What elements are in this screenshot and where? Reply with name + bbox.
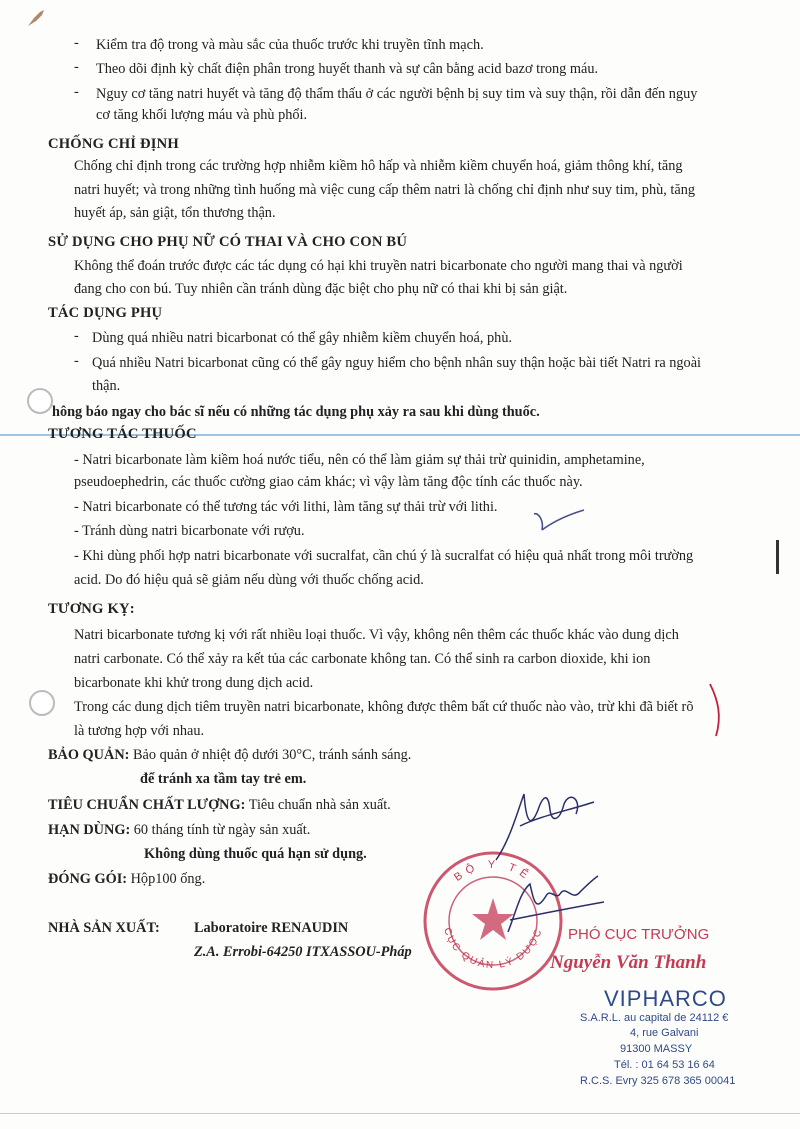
heading-side-effects: TÁC DỤNG PHỤ	[48, 305, 163, 321]
margin-mark	[776, 540, 779, 574]
interactions-line5: - Khi dùng phối hợp natri bicarbonate với sucralfat, cần chú ý là sucralfat có hiệu quả nhất trong môi trường	[74, 548, 694, 564]
manufacturer-address: Z.A. Errobi-64250 ITXASSOU-Pháp	[194, 944, 412, 960]
contraindications-line1: Chống chỉ định trong các trường hợp nhiễm kiềm hô hấp và nhiễm kiềm chuyển hoá, giảm thông khí, tăng	[74, 158, 683, 174]
punch-hole-2	[29, 690, 55, 716]
interactions-line2: pseudoephedrin, các thuốc cường giao cảm khác; vì vậy làm tăng độc tính các thuốc này.	[74, 474, 583, 490]
incompatibility-line5: là tương hợp với nhau.	[74, 723, 205, 739]
incompatibility-line4: Trong các dung dịch tiêm truyền natri bicarbonate, không được thêm bất cứ thuốc nào vào, trừ khi đã biết rõ	[74, 699, 694, 715]
storage-row	[48, 745, 411, 765]
pregnancy-line2: đang cho con bú. Tuy nhiên cần tránh dùng đặc biệt cho phụ nữ có thai khi bị sản giật.	[74, 281, 568, 297]
packaging-row	[48, 869, 205, 889]
heading-incompatibility: TƯƠNG KỴ:	[48, 601, 135, 617]
expiry-text: 60 tháng tính từ ngày sản xuất.	[133, 822, 311, 838]
interactions-line4: - Tránh dùng natri bicarbonate với rượu.	[74, 523, 305, 539]
vipharco-tel: Tél. : 01 64 53 16 64	[614, 1059, 715, 1071]
expiry-warning: Không dùng thuốc quá hạn sử dụng.	[144, 846, 367, 862]
bottom-rule	[0, 1113, 800, 1114]
packaging-text: Hộp100 ống.	[130, 871, 206, 887]
stamp-title: PHÓ CỤC TRƯỞNG	[568, 926, 710, 943]
stamp-ring-bottom: CỤC QUẢN LÝ DƯỢC	[441, 926, 545, 972]
bullet-risk-line2: cơ tăng khối lượng máu và phù phổi.	[96, 107, 308, 123]
punch-hole-1	[27, 388, 53, 414]
storage-warning: để tránh xa tầm tay trẻ em.	[140, 771, 307, 787]
manufacturer-name: Laboratoire RENAUDIN	[194, 920, 349, 936]
document-page: - Kiểm tra độ trong và màu sắc của thuốc trước khi truyền tĩnh mạch. - Theo dõi định kỳ chất điện phân trong huyết thanh và sự cân bằng acid bazơ trong máu. - Nguy cơ tăng natri huyết và tăng độ thẩm thấu ở các người bệnh bị suy tim và suy thận, rồi dẫn đến nguy cơ tăng khối lượng máu và phù phổi. CHỐNG CHỈ ĐỊNH Chống chỉ định trong các trường hợp nhiễm kiềm hô hấp và nhiễm kiềm chuyển hoá, giảm thông khí, tăng natri huyết; và trong những tình huống mà việc cung cấp thêm natri là chống chỉ định như suy tim, phù, tăng huyết áp, sản giật, tổn thương thận. SỬ DỤNG CHO PHỤ NỮ CÓ THAI VÀ CHO CON BÚ Không thể đoán trước được các tác dụng có hại khi truyền natri bicarbonate cho người mang thai và người đang cho con bú. Tuy nhiên cần tránh dùng đặc biệt cho phụ nữ có thai khi bị sản giật. TÁC DỤNG PHỤ - Dùng quá nhiều natri bicarbonat có thể gây nhiễm kiềm chuyển hoá, phù. - Quá nhiều Natri bicarbonat cũng có thể gây nguy hiểm cho bệnh nhân suy thận hoặc bài tiết Natri ra ngoài thận. hông báo ngay cho bác sĩ nếu có những tác dụng phụ xảy ra sau khi dùng thuốc. TƯƠNG TÁC THUỐC - Natri bicarbonate làm kiềm hoá nước tiểu, nên có thể làm giảm sự thải trừ quinidin, amphetamine, pseudoephedrin, các thuốc cường giao cảm khác; vì vậy làm tăng độc tính các thuốc này. - Natri bicarbonate có thể tương tác với lithi, làm tăng sự thải trừ với lithi. - Tránh dùng natri bicarbonate với rượu. - Khi dùng phối hợp natri bicarbonate với sucralfat, cần chú ý là sucralfat có hiệu quả nhất trong môi trường acid. Do đó hiệu quả sẽ giảm nếu dùng với thuốc chống acid. TƯƠNG KỴ: Natri bicarbonate tương kị với rất nhiều loại thuốc. Vì vậy, không nên thêm các thuốc khác vào dung dịch natri carbonate. Có thể xảy ra kết tủa các carbonate không tan. Có thể sinh ra carbon dioxide, khi ion bicarbonate khi khử trong dung dịch acid. Trong các dung dịch tiêm truyền natri bicarbonate, không được thêm bất cứ thuốc nào vào, trừ khi đã biết rõ là tương hợp với nhau. BẢO QUẢN: Bảo quản ở nhiệt độ dưới 30°C, tránh sánh sáng. để tránh xa tầm tay trẻ em. TIÊU CHUẨN CHẤT LƯỢNG: Tiêu chuẩn nhà sản xuất. HẠN DÙNG: 60 tháng tính từ ngày sản xuất. Không dùng thuốc quá hạn sử dụng. ĐÓNG GÓI: Hộp100 ống. NHÀ SẢN XUẤT: Laboratoire RENAUDIN Z.A. Errobi-64250 ITXASSOU-Pháp BỘ Y TẾ CỤC QUẢN LÝ DƯỢC PHÓ CỤC TRƯỞNG Nguyễn Văn Thanh VIPHARCO S.A.R.L. au capital de 24112 € 4, rue Galvani 91300 MASSY Tél. : 01 64 53 16 64 R.C.S. Evry 325 678 365 00041	[0, 0, 800, 1129]
expiry-row	[48, 820, 310, 840]
vipharco-street: 4, rue Galvani	[630, 1027, 699, 1039]
incompatibility-line2: natri carbonate. Có thể xảy ra kết tủa các carbonate không tan. Có thể sinh ra carbon dioxide, khi ion	[74, 651, 651, 667]
interactions-line1: - Natri bicarbonate làm kiềm hoá nước tiểu, nên có thể làm giảm sự thải trừ quinidin, amphetamine,	[74, 452, 645, 468]
pregnancy-line1: Không thể đoán trước được các tác dụng có hại khi truyền natri bicarbonate cho người mang thai và người	[74, 258, 683, 274]
side-effects-line3: thận.	[92, 378, 121, 394]
quality-standard-row	[48, 795, 391, 815]
quality-standard-text: Tiêu chuẩn nhà sản xuất.	[248, 797, 391, 813]
vipharco-capital: S.A.R.L. au capital de 24112 €	[580, 1012, 729, 1024]
bullet-risk-line1: Nguy cơ tăng natri huyết và tăng độ thẩm thấu ở các người bệnh bị suy tim và suy thận, rồi dẫn đến nguy	[96, 86, 698, 102]
heading-interactions: TƯƠNG TÁC THUỐC	[48, 426, 197, 442]
bullet-monitor-electrolytes: Theo dõi định kỳ chất điện phân trong huyết thanh và sự cân bằng acid bazơ trong máu.	[96, 61, 599, 77]
incompatibility-line3: bicarbonate khi khử trong dung dịch acid.	[74, 675, 314, 691]
packaging-label: ĐÓNG GÓI:	[48, 871, 128, 887]
red-pen-mark-icon	[700, 680, 740, 740]
vipharco-name: VIPHARCO	[604, 986, 727, 1011]
quality-standard-label: TIÊU CHUẨN CHẤT LƯỢNG:	[48, 797, 246, 813]
stamp-ring-top: BỘ Y TẾ	[452, 858, 534, 884]
signature-upper	[490, 780, 600, 870]
incompatibility-line1: Natri bicarbonate tương kị với rất nhiều loại thuốc. Vì vậy, không nên thêm các thuốc khác vào dung dịch	[74, 627, 679, 643]
check-mark-icon	[528, 508, 588, 548]
storage-text: Bảo quản ở nhiệt độ dưới 30°C, tránh sánh sáng.	[133, 747, 412, 763]
interactions-line6: acid. Do đó hiệu quả sẽ giảm nếu dùng với thuốc chống acid.	[74, 572, 424, 588]
contraindications-line2: natri huyết; và trong những tình huống mà việc cung cấp thêm natri là chống chỉ định như suy tim, phù, tăng	[74, 182, 696, 198]
stamp-signer: Nguyễn Văn Thanh	[550, 952, 707, 973]
vipharco-rcs: R.C.S. Evry 325 678 365 00041	[580, 1075, 736, 1087]
interactions-line3: - Natri bicarbonate có thể tương tác với lithi, làm tăng sự thải trừ với lithi.	[74, 499, 498, 515]
heading-pregnancy: SỬ DỤNG CHO PHỤ NỮ CÓ THAI VÀ CHO CON BÚ	[48, 234, 408, 250]
vipharco-city: 91300 MASSY	[620, 1043, 693, 1055]
side-effects-line1: Dùng quá nhiều natri bicarbonat có thể gây nhiễm kiềm chuyển hoá, phù.	[92, 330, 513, 346]
bullet-check-clarity: Kiểm tra độ trong và màu sắc của thuốc trước khi truyền tĩnh mạch.	[96, 37, 484, 53]
contraindications-line3: huyết áp, sản giật, tổn thương thận.	[74, 205, 276, 221]
storage-label: BẢO QUẢN:	[48, 747, 130, 763]
side-effects-line2: Quá nhiều Natri bicarbonat cũng có thể gây nguy hiểm cho bệnh nhân suy thận hoặc bài tiết Natri ra ngoài	[92, 355, 702, 371]
expiry-label: HẠN DÙNG:	[48, 822, 131, 838]
manufacturer-label: NHÀ SẢN XUẤT:	[48, 920, 160, 936]
side-effects-notice: hông báo ngay cho bác sĩ nếu có những tác dụng phụ xảy ra sau khi dùng thuốc.	[52, 404, 540, 420]
heading-contraindications: CHỐNG CHỈ ĐỊNH	[48, 136, 179, 152]
corner-mark-icon	[24, 6, 48, 30]
